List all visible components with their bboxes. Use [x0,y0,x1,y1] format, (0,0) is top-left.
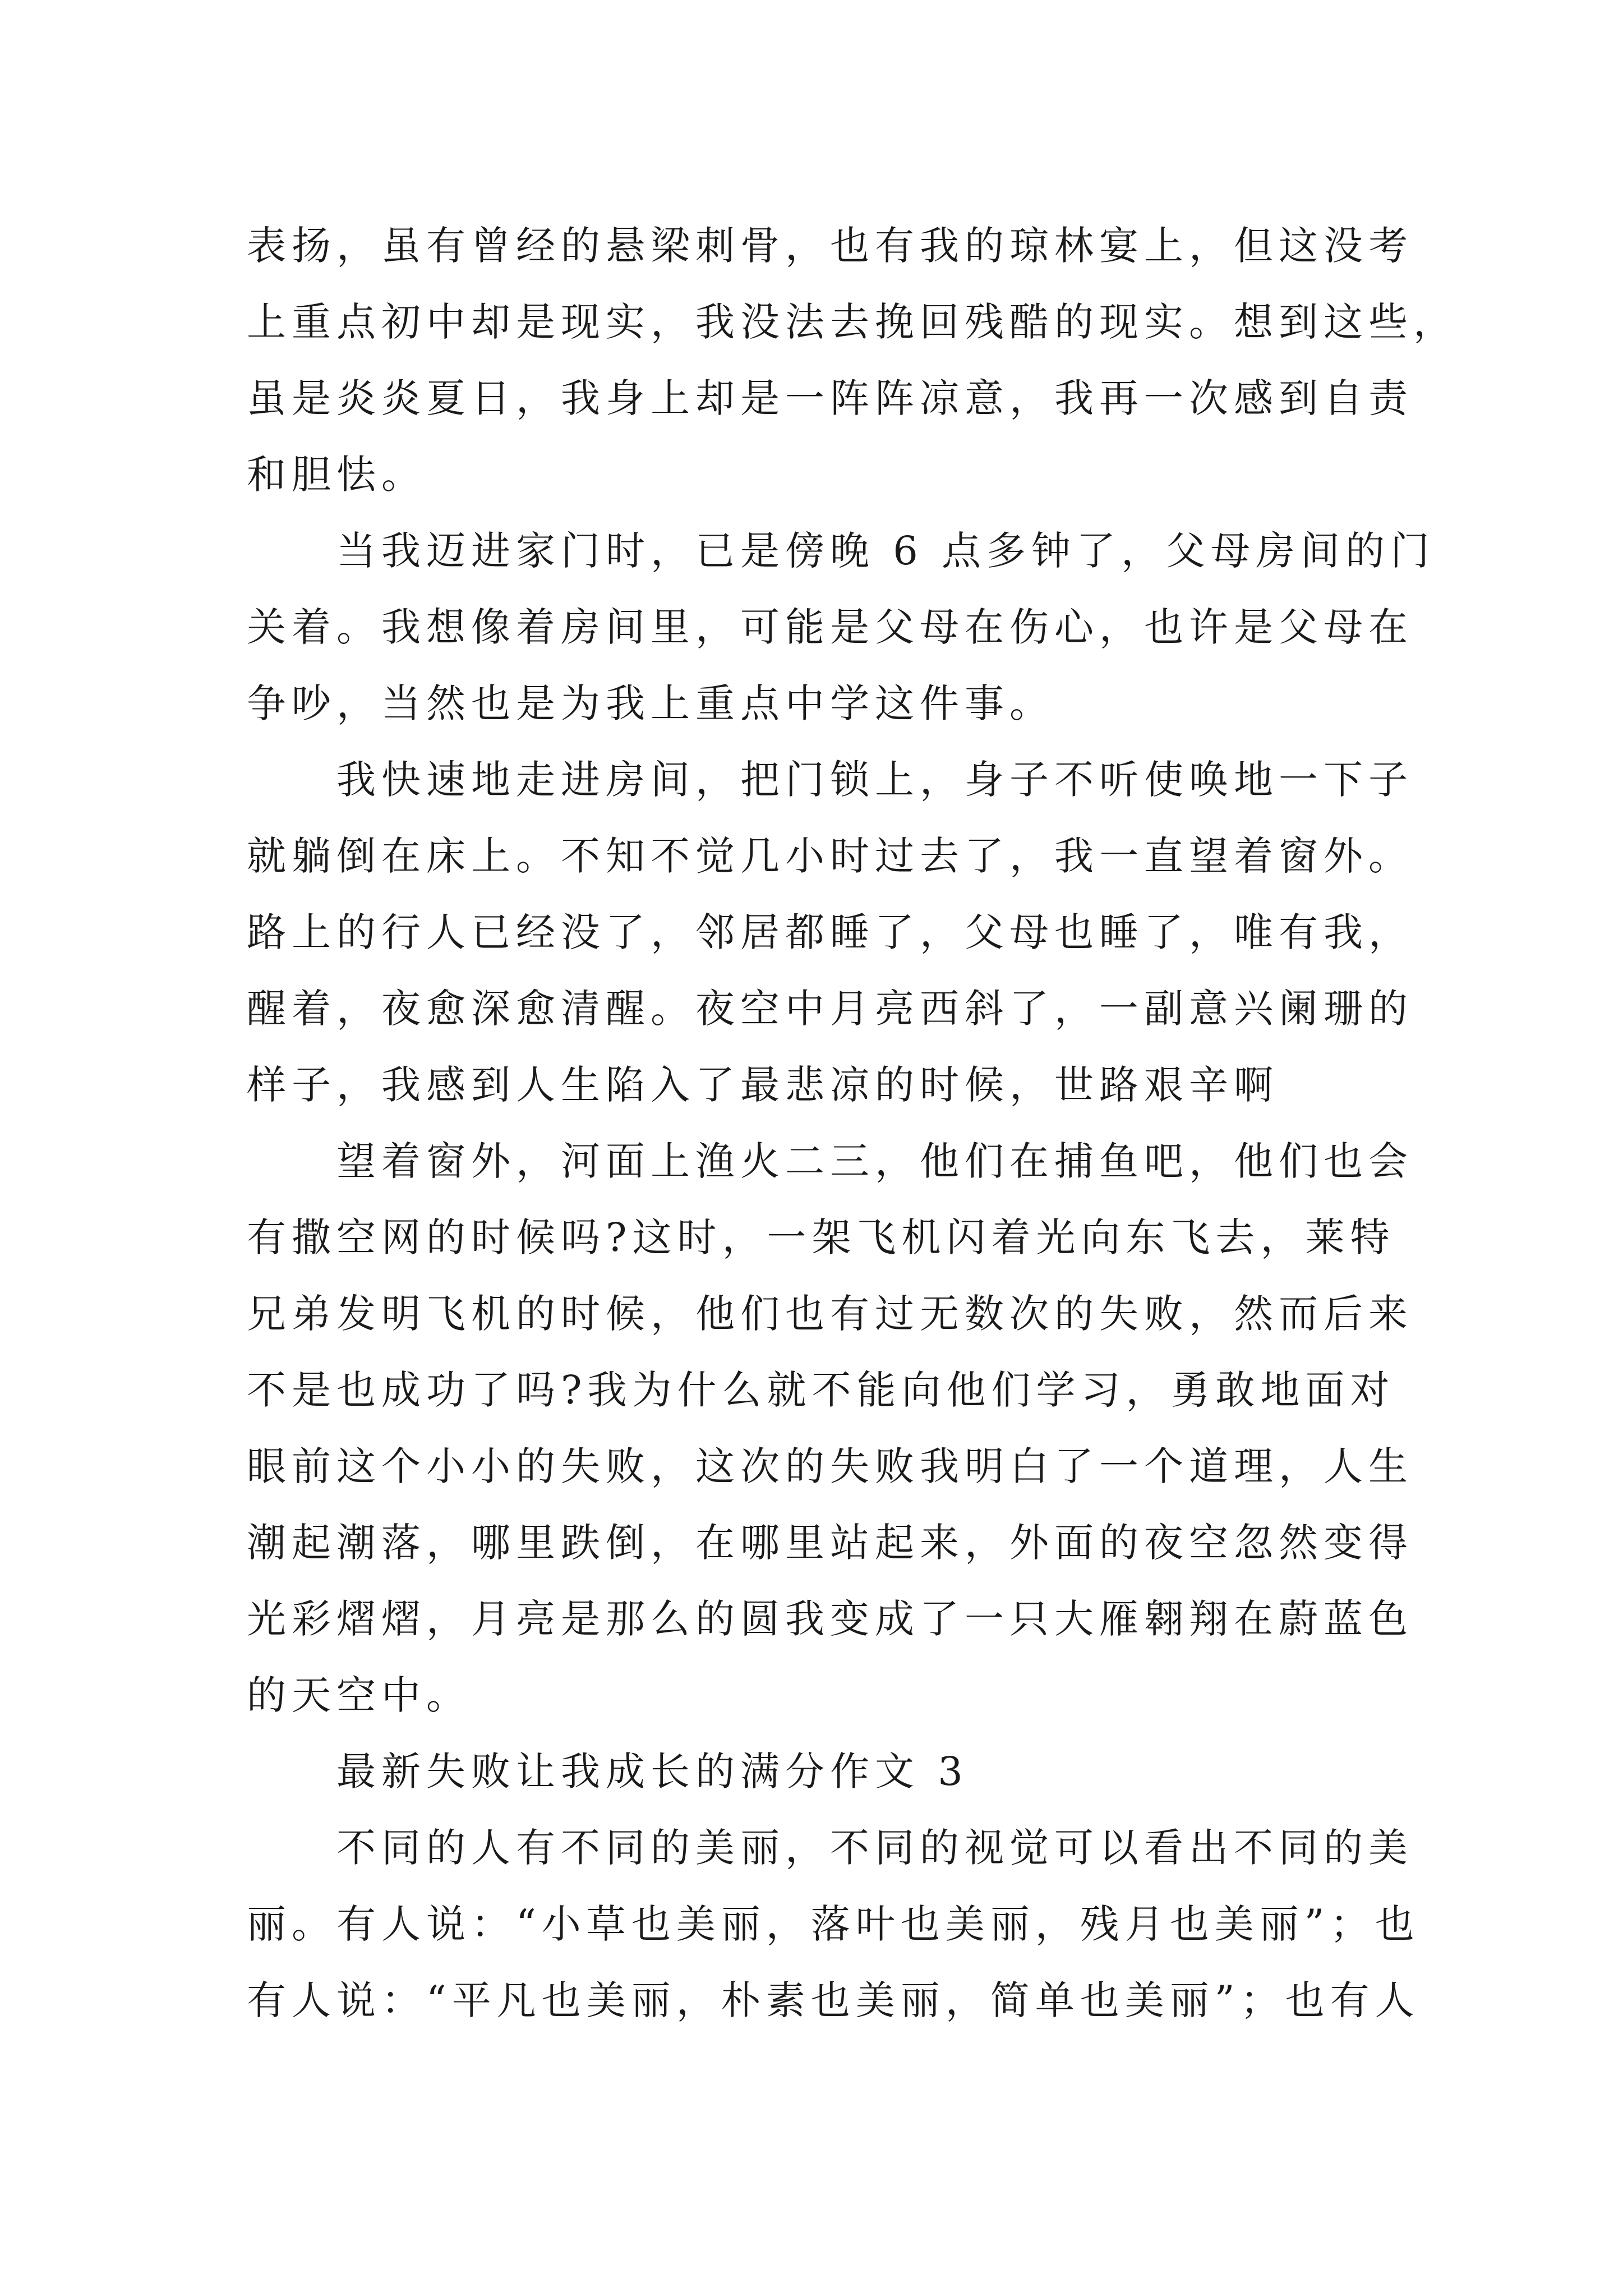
text-line: 争吵，当然也是为我上重点中学这件事。 [247,680,1054,726]
text-line: 就躺倒在床上。不知不觉几小时过去了，我一直望着窗外。 [247,833,1413,879]
text-line: 有人说：“平凡也美丽，朴素也美丽，简单也美丽”；也有人 [247,1977,1420,2023]
paragraph-first-line: 望着窗外，河面上渔火二三，他们在捕鱼吧，他们也会 [336,1138,1413,1184]
text-line: 关着。我想像着房间里，可能是父母在伤心，也许是父母在 [247,604,1413,650]
text-line: 丽。有人说：“小草也美丽，落叶也美丽，残月也美丽”；也 [247,1901,1420,1947]
paragraph-first-line: 当我迈进家门时，已是傍晚 6 点多钟了，父母房间的门 [336,528,1436,574]
text-line: 有撒空网的时候吗?这时，一架飞机闪着光向东飞去，莱特 [247,1214,1395,1260]
text-line: 路上的行人已经没了，邻居都睡了，父母也睡了，唯有我， [247,909,1413,955]
text-line: 潮起潮落，哪里跌倒，在哪里站起来，外面的夜空忽然变得 [247,1520,1413,1566]
text-line: 光彩熠熠，月亮是那么的圆我变成了一只大雁翱翔在蔚蓝色 [247,1596,1413,1642]
document-body [247,208,1458,2039]
text-line: 和胆怯。 [247,452,426,498]
text-line: 上重点初中却是现实，我没法去挽回残酷的现实。想到这些， [247,299,1458,345]
text-line: 表扬，虽有曾经的悬梁刺骨，也有我的琼林宴上，但这没考 [247,223,1413,269]
text-line: 不是也成功了吗?我为什么就不能向他们学习，勇敢地面对 [247,1367,1395,1413]
section-heading: 最新失败让我成长的满分作文 3 [336,1749,969,1795]
text-line: 眼前这个小小的失败，这次的失败我明白了一个道理，人生 [247,1443,1413,1489]
text-line: 虽是炎炎夏日，我身上却是一阵阵凉意，我再一次感到自责 [247,375,1413,421]
paragraph-first-line: 我快速地走进房间，把门锁上，身子不听使唤地一下子 [336,757,1413,803]
paragraph-first-line: 不同的人有不同的美丽，不同的视觉可以看出不同的美 [336,1825,1413,1871]
text-line: 兄弟发明飞机的时候，他们也有过无数次的失败，然而后来 [247,1291,1413,1337]
text-line: 的天空中。 [247,1672,471,1718]
text-line: 醒着，夜愈深愈清醒。夜空中月亮西斜了，一副意兴阑珊的 [247,986,1413,1032]
text-line: 样子，我感到人生陷入了最悲凉的时候，世路艰辛啊 [247,1062,1279,1108]
